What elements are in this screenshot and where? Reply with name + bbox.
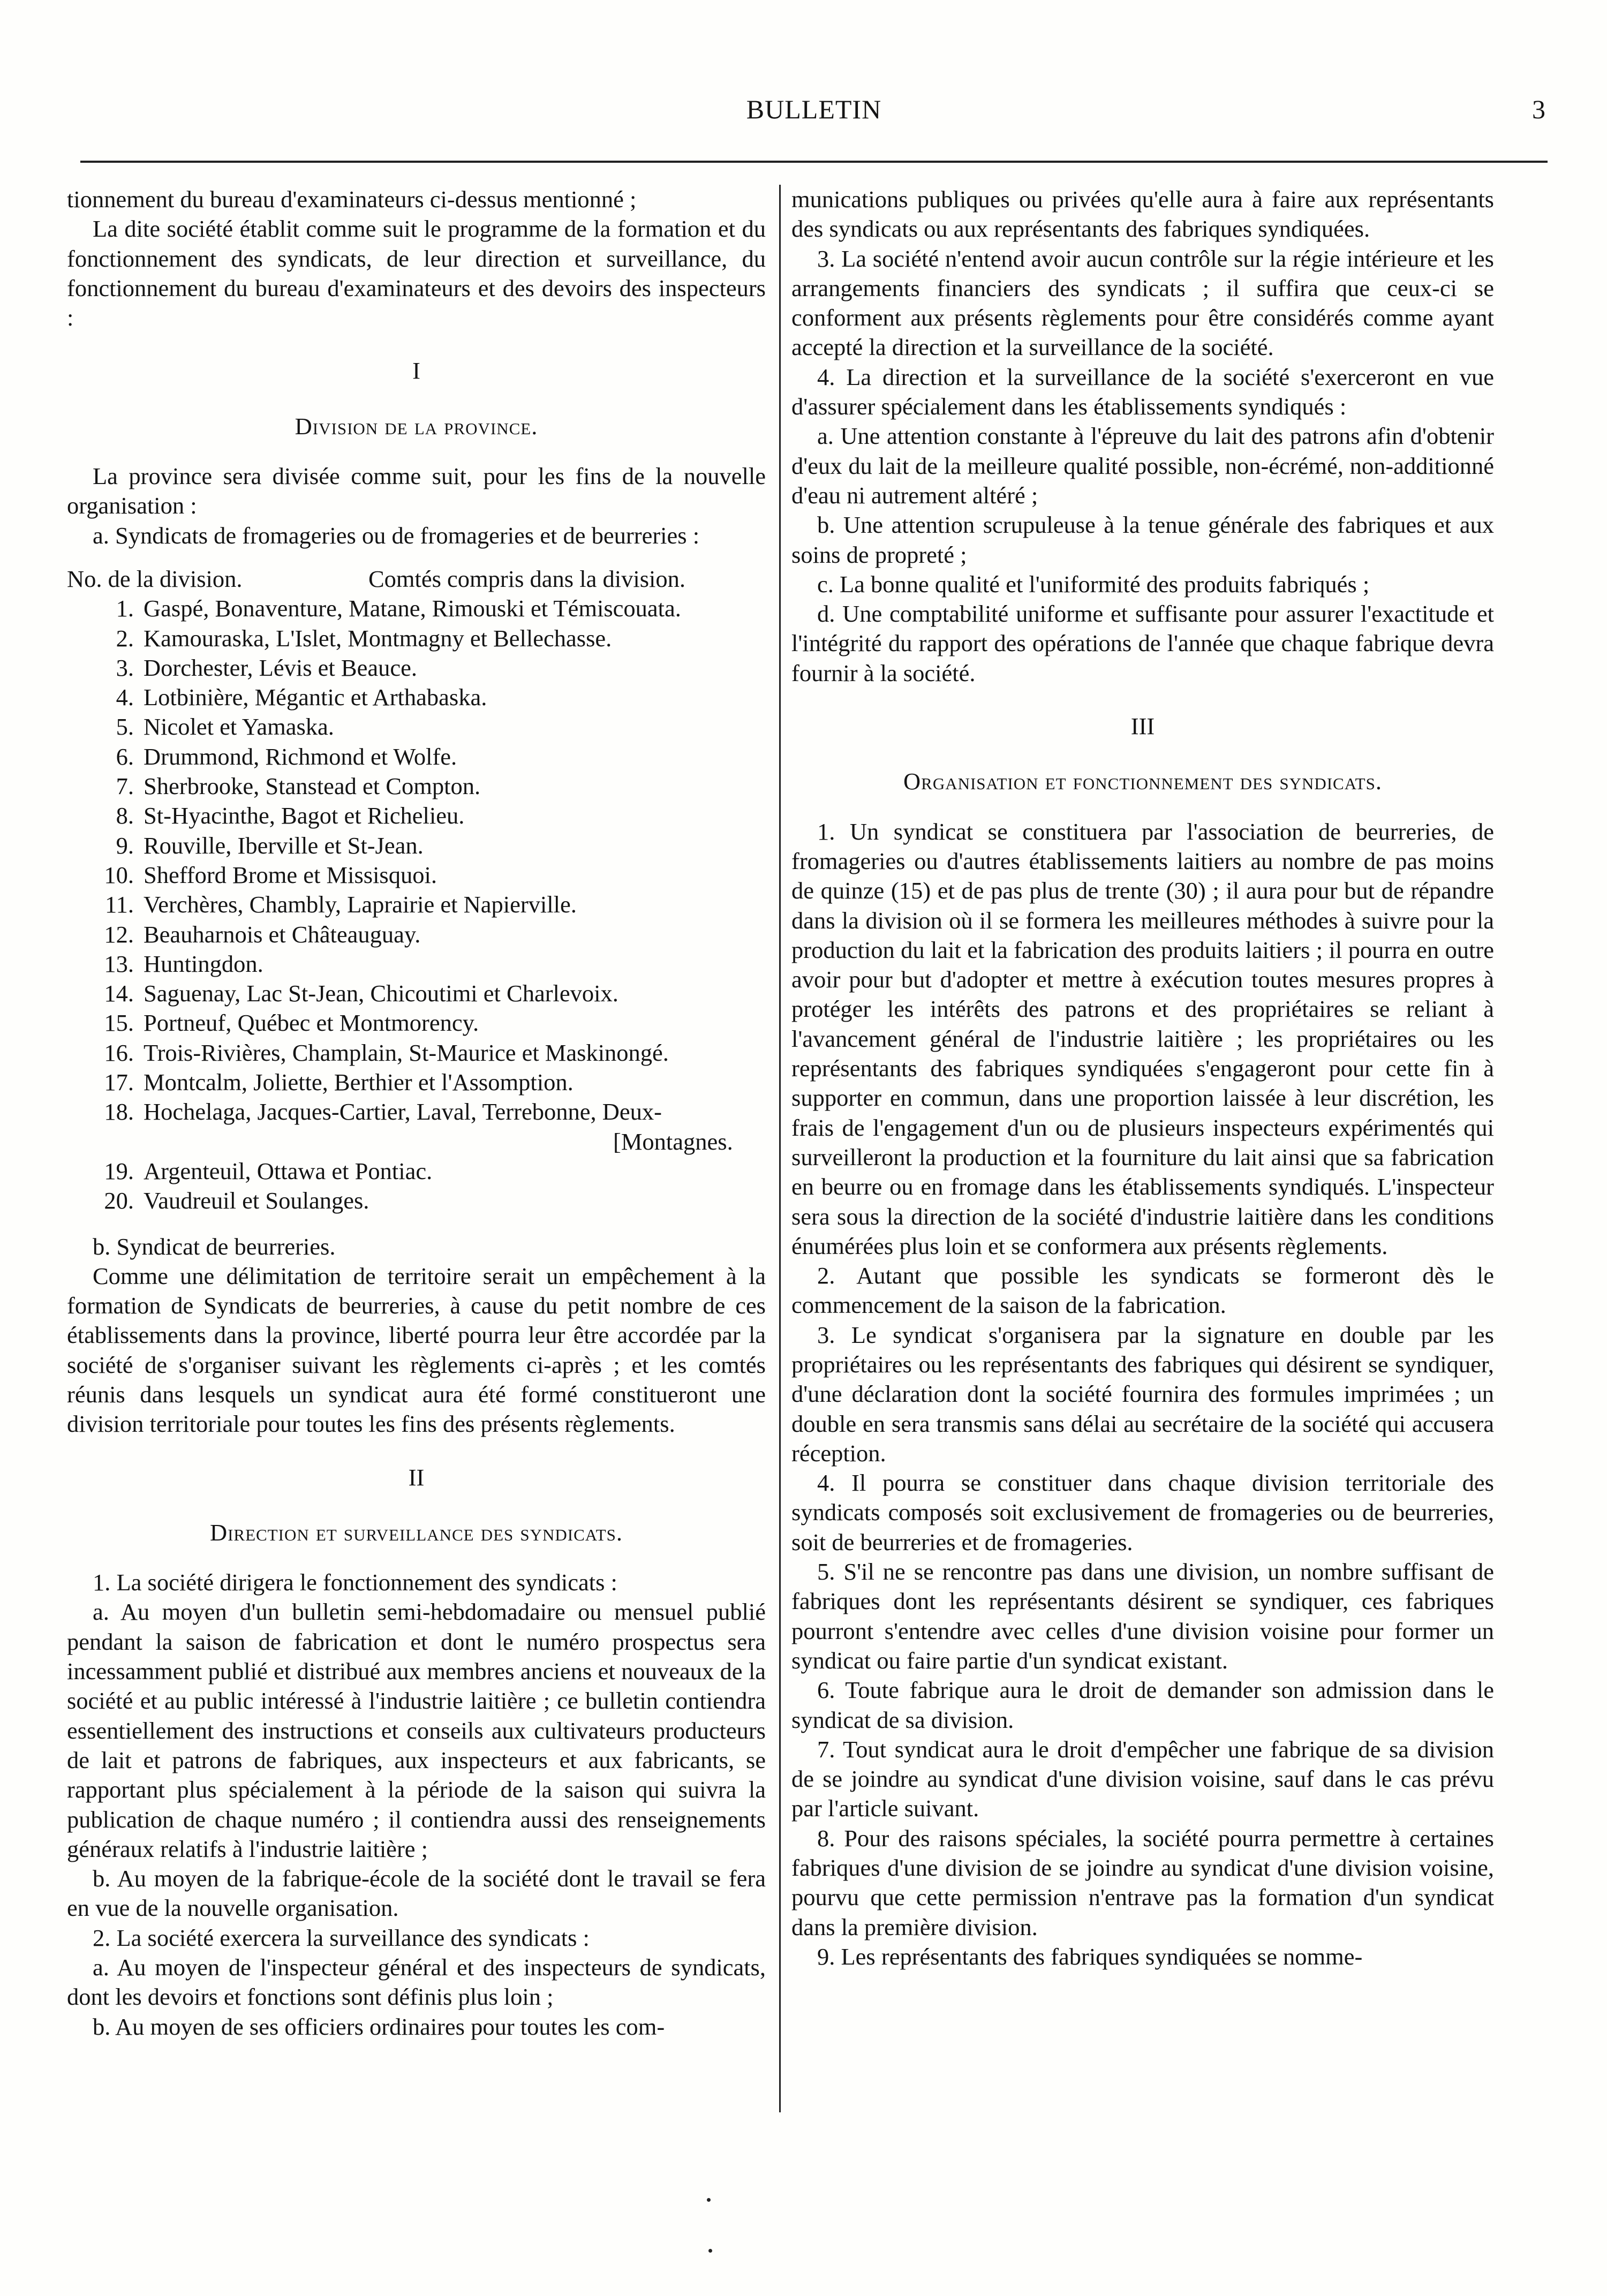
section-number: III xyxy=(1130,713,1155,740)
section-title: Direction et surveillance des syndicats. xyxy=(209,1519,623,1546)
paragraph: 4. La direction et la surveillance de la société s'exerceront en vue d'assurer spécialement dans les établissements syndiqués : xyxy=(791,363,1494,420)
paragraph: b. Une attention scrupuleuse à la tenue générale des fabriques et aux soins de propreté ; xyxy=(791,511,1494,568)
section-number: I xyxy=(412,357,420,384)
paragraph: b. Syndicat de beurreries. xyxy=(93,1233,336,1260)
list-item-continuation: [Montagnes. xyxy=(613,1128,733,1155)
list-item: 2. Kamouraska, L'Islet, Montmagny et Bellechasse. xyxy=(116,624,612,652)
paragraph: La dite société établit comme suit le programme de la formation et du fonctionnement des syndicats, de leur direction et surveillance, du fonctionnement du bureau d'examinateurs et des devoirs des inspecteurs : xyxy=(67,215,766,331)
paragraph: La province sera divisée comme suit, pour les fins de la nouvelle organisation : xyxy=(67,463,766,519)
list-item: 6. Drummond, Richmond et Wolfe. xyxy=(116,743,457,770)
paragraph: 3. La société n'entend avoir aucun contrôle sur la régie intérieure et les arrangements financiers des syndicats ; il suffira que ceux-ci se conforment aux présents règlements pour être considérés comme ayant accepté la direction et la surveillance de la société. xyxy=(791,245,1494,361)
page-number: 3 xyxy=(1532,94,1545,124)
list-item: 14. Saguenay, Lac St-Jean, Chicoutimi et Charlevoix. xyxy=(104,980,618,1007)
list-item: 12. Beauharnois et Châteauguay. xyxy=(104,920,421,948)
paragraph: 8. Pour des raisons spéciales, la société pourra permettre à certaines fabriques d'une division de se joindre au syndicat d'une division voisine, pourvu que cette permission n'entrave pas la formation d'un syndicat dans la première division. xyxy=(791,1824,1494,1940)
paragraph: a. Au moyen de l'inspecteur général et des inspecteurs de syndicats, dont les devoirs et fonctions sont définis plus loin ; xyxy=(67,1954,766,2011)
page-header xyxy=(80,94,1548,142)
paragraph: munications publiques ou privées qu'elle aura à faire aux représentants des syndicats ou aux représentants des fabriques syndiquées. xyxy=(791,186,1494,243)
list-item: 15. Portneuf, Québec et Montmorency. xyxy=(104,1009,479,1037)
paragraph: 2. Autant que possible les syndicats se formeront dès le commencement de la saison de la fabrication. xyxy=(791,1262,1494,1319)
list-item: 3. Dorchester, Lévis et Beauce. xyxy=(116,654,417,681)
list-item: 16. Trois-Rivières, Champlain, St-Maurice et Maskinongé. xyxy=(104,1039,669,1066)
paragraph: 2. La société exercera la surveillance des syndicats : xyxy=(93,1924,590,1951)
running-title: BULLETIN xyxy=(746,94,882,124)
column-divider xyxy=(779,185,781,2112)
left-column xyxy=(67,185,766,2042)
paragraph: 3. Le syndicat s'organisera par la signature en double par les propriétaires ou les représentants des fabriques qui désirent se syndiquer, d'une déclaration dont la société fournira des formules imprimées ; un double en sera transmis sans délai au secrétaire de la société qui accusera réception. xyxy=(791,1321,1494,1467)
ink-speck xyxy=(707,2198,711,2202)
column-header-counties: Comtés compris dans la division. xyxy=(368,565,685,592)
list-item: 5. Nicolet et Yamaska. xyxy=(116,713,334,741)
paragraph: 5. S'il ne se rencontre pas dans une division, un nombre suffisant de fabriques dont les représentants désirent se syndiquer, ces fabriques pourront s'entendre avec celles d'une division voisine pour former un syndicat ou faire partie d'un syndicat existant. xyxy=(791,1558,1494,1674)
list-item: 8. St-Hyacinthe, Bagot et Richelieu. xyxy=(116,802,465,829)
section-number: II xyxy=(408,1463,425,1491)
paragraph: tionnement du bureau d'examinateurs ci-dessus mentionné ; xyxy=(67,186,637,213)
paragraph: 1. La société dirigera le fonctionnement des syndicats : xyxy=(93,1569,617,1596)
paragraph: c. La bonne qualité et l'uniformité des produits fabriqués ; xyxy=(817,570,1370,598)
list-item: 9. Rouville, Iberville et St-Jean. xyxy=(116,832,424,859)
list-item: 13. Huntingdon. xyxy=(104,950,263,977)
list-item: 18. Hochelaga, Jacques-Cartier, Laval, Terrebonne, Deux- xyxy=(104,1098,662,1126)
paragraph: a. Syndicats de fromageries ou de fromageries et de beurreries : xyxy=(93,522,700,549)
list-item: 11. Verchères, Chambly, Laprairie et Napierville. xyxy=(105,891,577,918)
column-header-number: No. de la division. xyxy=(67,565,243,592)
paragraph: 1. Un syndicat se constituera par l'association de beurreries, de fromageries ou d'autres établissements laitiers au nombre de pas moins de quinze (15) et de pas plus de trente (30) ; il aura pour but de répandre dans la division où il se formera les meilleures méthodes à suivre pour la production du lait et la fabrication des produits laitiers ; il pourra en outre avoir pour but d'adopter et mettre à exécution toutes mesures propres à protéger les intérêts des patrons et des propriétaires se reliant à l'avancement général de l'industrie laitière ; les propriétaires ou les représentants des fabriques syndiquées s'engageront pour cette fin à supporter en commun, dans une proportion laissée à leur discrétion, les frais de l'engagement d'un ou de plusieurs inspecteurs expérimentés qui surveilleront la production et la fourniture du lait ainsi que sa fabrication en beurre ou en fromage dans les établissements syndiqués. L'inspecteur sera sous la direction de la société d'industrie laitière dans les conditions énumérées plus loin et se conformera aux présents règlements. xyxy=(791,818,1494,1259)
list-item: 1. Gaspé, Bonaventure, Matane, Rimouski et Témiscouata. xyxy=(116,595,681,622)
paragraph: Comme une délimitation de territoire serait un empêchement à la formation de Syndicats de beurreries, à cause du petit nombre de ces établissements dans la province, liberté pourra leur être accordée par la société de s'organiser suivant les règlements ci-après ; et les comtés réunis dans lesquels un syndicat aura été formé constitueront une division territoriale pour toutes les fins des présents règlements. xyxy=(67,1262,766,1438)
paragraph: b. Au moyen de la fabrique-école de la société dont le travail se fera en vue de la nouvelle organisation. xyxy=(67,1865,766,1922)
list-item: 17. Montcalm, Joliette, Berthier et l'Assomption. xyxy=(104,1069,574,1096)
division-list-header xyxy=(67,564,766,594)
paragraph: a. Une attention constante à l'épreuve du lait des patrons afin d'obtenir d'eux du lait de la meilleure qualité possible, non-écrémé, non-additionné d'eau ni autrement altéré ; xyxy=(791,422,1494,509)
paragraph: 9. Les représentants des fabriques syndiquées se nomme- xyxy=(817,1943,1363,1970)
paragraph: d. Une comptabilité uniforme et suffisante pour assurer l'exactitude et l'intégrité du rapport des opérations de l'année que chaque fabrique devra fournir à la société. xyxy=(791,600,1494,686)
right-column xyxy=(791,185,1494,1972)
list-item: 4. Lotbinière, Mégantic et Arthabaska. xyxy=(116,684,487,711)
paragraph: 4. Il pourra se constituer dans chaque division territoriale des syndicats composés soit exclusivement de fromageries ou de beurreries, soit de beurreries et de fromageries. xyxy=(791,1469,1494,1555)
list-item: 20. Vaudreuil et Soulanges. xyxy=(104,1187,369,1214)
division-list xyxy=(67,594,766,1215)
paragraph: 6. Toute fabrique aura le droit de demander son admission dans le syndicat de sa division. xyxy=(791,1676,1494,1733)
paragraph: a. Au moyen d'un bulletin semi-hebdomadaire ou mensuel publié pendant la saison de fabrication et dont le numéro prospectus sera incessamment publié et distribué aux membres anciens et nouveaux de la société et au public intéressé à l'industrie laitière ; ce bulletin contiendra essentiellement des instructions et conseils aux cultivateurs producteurs de lait et patrons de fabriques, aux inspecteurs et aux fabricants, se rapportant plus spécialement à la période de la saison qui suivra la publication de chaque numéro ; il contiendra aussi des renseignements généraux relatifs à l'industrie laitière ; xyxy=(67,1598,766,1862)
section-title: Division de la province. xyxy=(295,412,538,440)
paragraph: b. Au moyen de ses officiers ordinaires pour toutes les com- xyxy=(93,2013,665,2040)
list-item: 7. Sherbrooke, Stanstead et Compton. xyxy=(116,773,481,800)
list-item: 19. Argenteuil, Ottawa et Pontiac. xyxy=(104,1157,433,1184)
ink-speck xyxy=(708,2249,712,2253)
paragraph: 7. Tout syndicat aura le droit d'empêcher une fabrique de sa division de se joindre au syndicat d'une division voisine, sauf dans le cas prévu par l'article suivant. xyxy=(791,1735,1494,1822)
header-rule xyxy=(80,161,1548,163)
section-title: Organisation et fonctionnement des syndicats. xyxy=(903,768,1382,795)
list-item: 10. Shefford Brome et Missisquoi. xyxy=(104,861,437,888)
